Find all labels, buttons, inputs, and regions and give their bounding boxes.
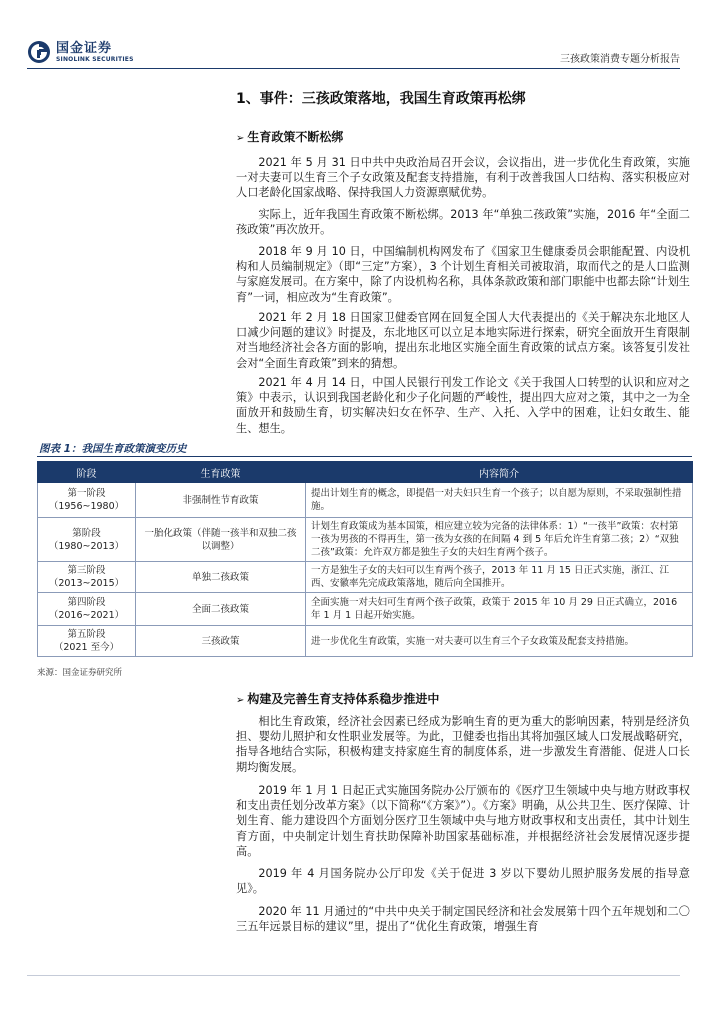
stage-period: （2013~2015）: [48, 578, 125, 589]
page-header: [0, 0, 724, 72]
policy-cell: 全面二孩政策: [136, 593, 306, 626]
policy-cell: 单独二孩政策: [136, 562, 306, 593]
paragraph: 实际上，近年我国生育政策不断松绑。2013 年“单独二孩政策”实施，2016 年“全面二孩政策”再次放开。: [236, 208, 690, 237]
company-logo: [27, 40, 134, 64]
paragraph: 2021 年 5 月 31 日中共中央政治局召开会议，会议指出，进一步优化生育政策，实施一对夫妻可以生育三个子女政策及配套支持措施，有利于改善我国人口结构、落实积极应对人口老龄化国家战略、保持我国人力资源禀赋优势。: [236, 156, 690, 200]
paragraph: 相比生育政策，经济社会因素已经成为影响生育的更为重大的影响因素，特别是经济负担、婴幼儿照护和女性职业发展等。为此，卫健委也指出其将加强区域人口发展战略研究，指导各地结合实际，积极构建支持家庭生育的制度体系，进一步激发生育潜能、促进人口长期均衡发展。: [236, 715, 690, 774]
policy-history-table: [37, 461, 693, 657]
stage-cell: [38, 518, 136, 562]
table-row: [38, 518, 693, 562]
stage-name: 第五阶段: [67, 629, 106, 640]
table-row: [38, 562, 693, 593]
subsection-heading-policy-relaxation: [236, 128, 343, 145]
policy-cell: 一胎化政策（伴随一孩半和双独二孩以调整）: [136, 518, 306, 562]
description-cell: 进一步优化生育政策，实施一对夫妻可以生育三个子女政策及配套支持措施。: [306, 626, 693, 657]
table-row: [38, 593, 693, 626]
table-row: [38, 483, 693, 518]
stage-cell: [38, 562, 136, 593]
subsection-heading-support-system: [236, 690, 439, 707]
figure-title: 图表 1：我国生育政策演变历史: [37, 441, 692, 457]
paragraph: 2018 年 9 月 10 日，中国编制机构网发布了《国家卫生健康委员会职能配置、内设机构和人员编制规定》（即“三定”方案），3 个计划生育相关司被取消，取而代之的是人口监测与家庭发展司。在方案中，除了内设机构名称，具体条款政策和部门职能中也都去除“计划生育”一词，相应改为“生育政策”。: [236, 245, 690, 304]
stage-name: 第四阶段: [67, 597, 106, 608]
stage-period: （1956~1980）: [48, 501, 125, 512]
stage-name: 第三阶段: [67, 565, 106, 576]
description-cell: 一方是独生子女的夫妇可以生育两个孩子，2013 年 11 月 15 日正式实施，浙江、江西、安徽率先完成政策落地，随后向全国推开。: [306, 562, 693, 593]
header-divider: [27, 68, 680, 69]
stage-cell: [38, 593, 136, 626]
stage-period: （2016~2021）: [48, 610, 125, 621]
section-heading-1: 1、事件：三孩政策落地，我国生育政策再松绑: [236, 91, 526, 107]
subsection-heading-text: 构建及完善生育支持体系稳步推进中: [247, 692, 440, 706]
paragraph: 2021 年 2 月 18 日国家卫健委官网在回复全国人大代表提出的《关于解决东北地区人口减少问题的建议》时提及，东北地区可以立足本地实际进行探索，研究全面放开生育限制对当地经济社会各方面的影响，提出东北地区实施全面生育政策的试点方案。该答复引发社会对“全面生育政策”到来的猜想。: [236, 311, 690, 370]
column-header-policy: 生育政策: [136, 462, 306, 483]
description-cell: 提出计划生育的概念，即提倡一对夫妇只生育一个孩子；以自愿为原则，不采取强制性措施。: [306, 483, 693, 518]
policy-cell: 三孩政策: [136, 626, 306, 657]
column-header-stage: 阶段: [38, 462, 136, 483]
footer-divider: [27, 975, 680, 976]
description-cell: 计划生育政策成为基本国策，相应建立较为完备的法律体系：1）“一孩半”政策：农村第一孩为男孩的不得再生，第一孩为女孩的在间隔 4 到 5 年后允许生育第二孩；2）“双独二孩”政策：允许双方都是独生子女的夫妇生育两个孩子。: [306, 518, 693, 562]
paragraph: 2021 年 4 月 14 日，中国人民银行刊发工作论文《关于我国人口转型的认识和应对之策》中表示，认识到我国老龄化和少子化问题的严峻性，提出四大应对之策，其中之一为全面放开和鼓励生育，切实解决妇女在怀孕、生产、入托、入学中的困难，让妇女敢生、能生、想生。: [236, 376, 690, 435]
stage-period: （1980~2013）: [48, 540, 125, 552]
paragraph: 2019 年 1 月 1 日起正式实施国务院办公厅颁布的《医疗卫生领域中央与地方财政事权和支出责任划分改革方案》（以下简称“《方案》”）。《方案》明确，从公共卫生、医疗保障、计划生育、能力建设四个方面划分医疗卫生领域中央与地方财政事权和支出责任，其中计划生育方面，中央制定计划生育扶助保障补助国家基础标准，并根据经济社会发展情况逐步提高。: [236, 784, 690, 858]
report-title: 三孩政策消费专题分析报告: [560, 54, 680, 65]
table-header-row: [38, 462, 693, 483]
sinolink-logo-icon: [27, 40, 51, 64]
stage-period: （2021 至今）: [53, 642, 120, 653]
paragraph: 2019 年 4 月国务院办公厅印发《关于促进 3 岁以下婴幼儿照护服务发展的指导意见》。: [236, 867, 690, 896]
stage-name: 第阶段: [72, 527, 101, 539]
stage-cell: [38, 626, 136, 657]
description-cell: 全面实施一对夫妇可生育两个孩子政策，政策于 2015 年 10 月 29 日正式确立，2016 年 1 月 1 日起开始实施。: [306, 593, 693, 626]
column-header-content: 内容简介: [306, 462, 693, 483]
logo-english-name: SINOLINK SECURITIES: [56, 55, 134, 63]
paragraph: 2020 年 11 月通过的“中共中央关于制定国民经济和社会发展第十四个五年规划和二〇三五年远景目标的建议”里，提出了“优化生育政策，增强生育: [236, 905, 690, 934]
table-row: [38, 626, 693, 657]
stage-name: 第一阶段: [67, 488, 106, 499]
arrow-bullet-icon: ➢: [236, 133, 245, 144]
arrow-bullet-icon: ➢: [236, 695, 245, 706]
subsection-heading-text: 生育政策不断松绑: [247, 130, 344, 144]
policy-cell: 非强制性节育政策: [136, 483, 306, 518]
logo-chinese-name: 国金证券: [56, 40, 113, 56]
stage-cell: [38, 483, 136, 518]
figure-source: 来源：国金证券研究所: [37, 668, 123, 678]
